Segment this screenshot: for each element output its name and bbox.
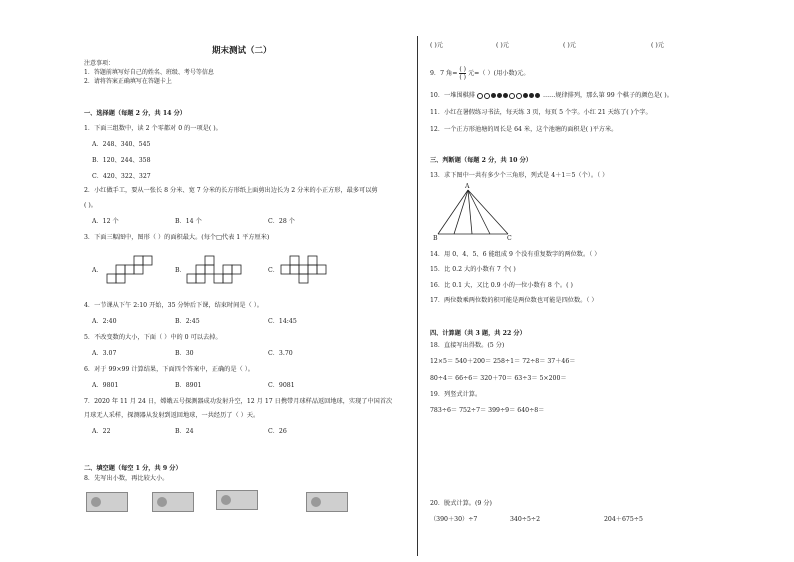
q9-prefix: 9．7 角=: [430, 70, 458, 77]
triangle-figure: [432, 184, 516, 244]
question-14: 14．用 0、4、5、6 能组成 9 个没有重复数字的两位数。（ ）: [430, 251, 601, 258]
question-20: 20．脱式计算。(9 分): [430, 500, 492, 507]
q7-option-a: A．22: [92, 428, 111, 435]
q6-option-c: C．9081: [268, 382, 295, 389]
grid-figure-b: [186, 253, 242, 285]
question-7: 7．2020 年 11 月 24 日，嫦娥五号探测器成功发射升空，12 月 17 日携带月球样品返回地球，实现了中国首次: [84, 398, 393, 405]
q2-option-c: C．28 个: [268, 218, 295, 225]
question-4: 4．一节课从下午 2:10 开始，35 分钟后下课，结束时间是（ ）。: [84, 302, 263, 309]
question-2-cont: ( )。: [84, 202, 97, 209]
question-12: 12．一个正方形池塘的周长是 64 米，这个池塘的面积是( )平方米。: [430, 126, 618, 133]
question-11: 11．小红在暑假练习书法，每天练 3 页，每页 5 个字。小红 21 天练了( )个字。: [430, 109, 652, 116]
question-15: 15．比 0.2 大的小数有 7 个( ): [430, 266, 516, 273]
question-9: [430, 66, 529, 81]
question-1: 1．下面三组数中，读 2 个零都对 0 的一项是( )。: [84, 125, 222, 132]
go-stones-pattern: [477, 92, 541, 99]
question-3: 3．下面三幅图中，图形（ ）的面积最大。(每个□代表 1 平方厘米): [84, 234, 270, 241]
calc-expr-3: 204＋675÷5: [604, 516, 643, 523]
section-4-heading: 四、计算题（共 3 题，共 22 分）: [430, 330, 526, 337]
answer-blank-1: ( )元: [430, 42, 443, 49]
calc-expr-2: 340÷5÷2: [510, 516, 541, 523]
q3-option-b: B．: [175, 267, 186, 274]
note-1: 1．答题前填写好自己的姓名、班级、考号等信息: [84, 69, 214, 76]
answer-blank-2: ( )元: [496, 42, 509, 49]
q6-option-a: A．9801: [92, 382, 119, 389]
q4-option-c: C．14:45: [268, 318, 297, 325]
section-2-heading: 二、填空题（每空 1 分，共 9 分）: [84, 465, 182, 472]
question-7-cont: 月球无人采样，探测器从发射到返回地球，一共经历了（ ）天。: [84, 412, 260, 419]
fraction-blank: $\frac{( )}{( )}$: [459, 66, 466, 81]
q2-option-a: A．12 个: [92, 218, 119, 225]
banknote-image-2: [152, 492, 194, 512]
q5-option-b: B．30: [175, 350, 194, 357]
q1-option-b: B．120、244、358: [92, 157, 151, 164]
q1-option-c: C．420、322、327: [92, 173, 151, 180]
section-1-heading: 一、选择题（每题 2 分，共 14 分）: [84, 110, 186, 117]
answer-blank-4: ( )元: [651, 42, 664, 49]
question-19: 19．列竖式计算。: [430, 391, 482, 398]
q10-prefix: 10．一堆围棋排: [430, 92, 475, 99]
question-10: [430, 92, 673, 100]
banknote-image-4: [306, 492, 348, 512]
notes-heading: 注意事项：: [84, 60, 115, 67]
answer-blank-3: ( )元: [563, 42, 576, 49]
question-5: 5．不改变数的大小，下面（ ）中的 0 可以去掉。: [84, 334, 222, 341]
question-8: 8．先写出小数，再比较大小。: [84, 475, 169, 482]
calc-row-2: 80÷4＝ 66÷6＝ 320＋70＝ 63÷3＝ 5×200＝: [430, 375, 567, 382]
question-18: 18．直接写出得数。(5 分): [430, 342, 505, 349]
note-2: 2．请将答案正确填写在答题卡上: [84, 78, 172, 85]
grid-figure-c: [280, 253, 336, 285]
vertex-label-c: C: [507, 235, 512, 242]
grid-figure-a: [106, 253, 156, 285]
question-13: 13．求下图中一共有多少个三角形，列式是 4＋1＝5（个）。（ ）: [430, 172, 609, 179]
q7-option-c: C．26: [268, 428, 287, 435]
section-3-heading: 三、判断题（每题 2 分，共 10 分）: [430, 157, 532, 164]
vertex-label-a: A: [465, 183, 470, 190]
question-16: 16．比 0.1 大，又比 0.9 小的一位小数有 8 个。( ): [430, 282, 573, 289]
vertex-label-b: B: [433, 235, 438, 242]
q7-option-b: B．24: [175, 428, 194, 435]
q3-option-c: C．: [268, 267, 279, 274]
calc-row-3: 783÷6＝ 752÷7＝ 399÷9＝ 640÷8＝: [430, 407, 545, 414]
q3-option-a: A．: [92, 267, 103, 274]
column-divider: [417, 36, 418, 556]
question-2: 2．小红做手工，要从一张长 8 分米、宽 7 分米的长方形纸上面剪出边长为 2 分米的小正方形，最多可以剪: [84, 187, 378, 194]
q4-option-b: B．2:45: [175, 318, 200, 325]
q9-suffix: 元=（ ）(用小数)元。: [467, 70, 530, 77]
q1-option-a: A．248、340、545: [92, 141, 151, 148]
banknote-image-1: [86, 492, 128, 512]
q10-suffix: ……规律排列，那么第 99 个棋子的颜色是( )。: [542, 92, 673, 99]
q6-option-b: B．8901: [175, 382, 202, 389]
question-17: 17．两位数乘两位数的积可能是两位数也可能是四位数。（ ）: [430, 297, 598, 304]
calc-expr-1: （390＋30）÷7: [430, 516, 478, 523]
q2-option-b: B．14 个: [175, 218, 202, 225]
q4-option-a: A．2:40: [92, 318, 117, 325]
question-6: 6．对于 99×99 计算结果，下面四个答案中，正确的是（ ）。: [84, 366, 254, 373]
banknote-image-3: [216, 490, 258, 510]
q5-option-c: C．3.70: [268, 350, 293, 357]
calc-row-1: 12×5＝ 540＋200＝ 258÷1＝ 72÷8＝ 37＋46＝: [430, 358, 576, 365]
q5-option-a: A．3.07: [92, 350, 117, 357]
page-title: 期末测试（二）: [212, 46, 272, 56]
